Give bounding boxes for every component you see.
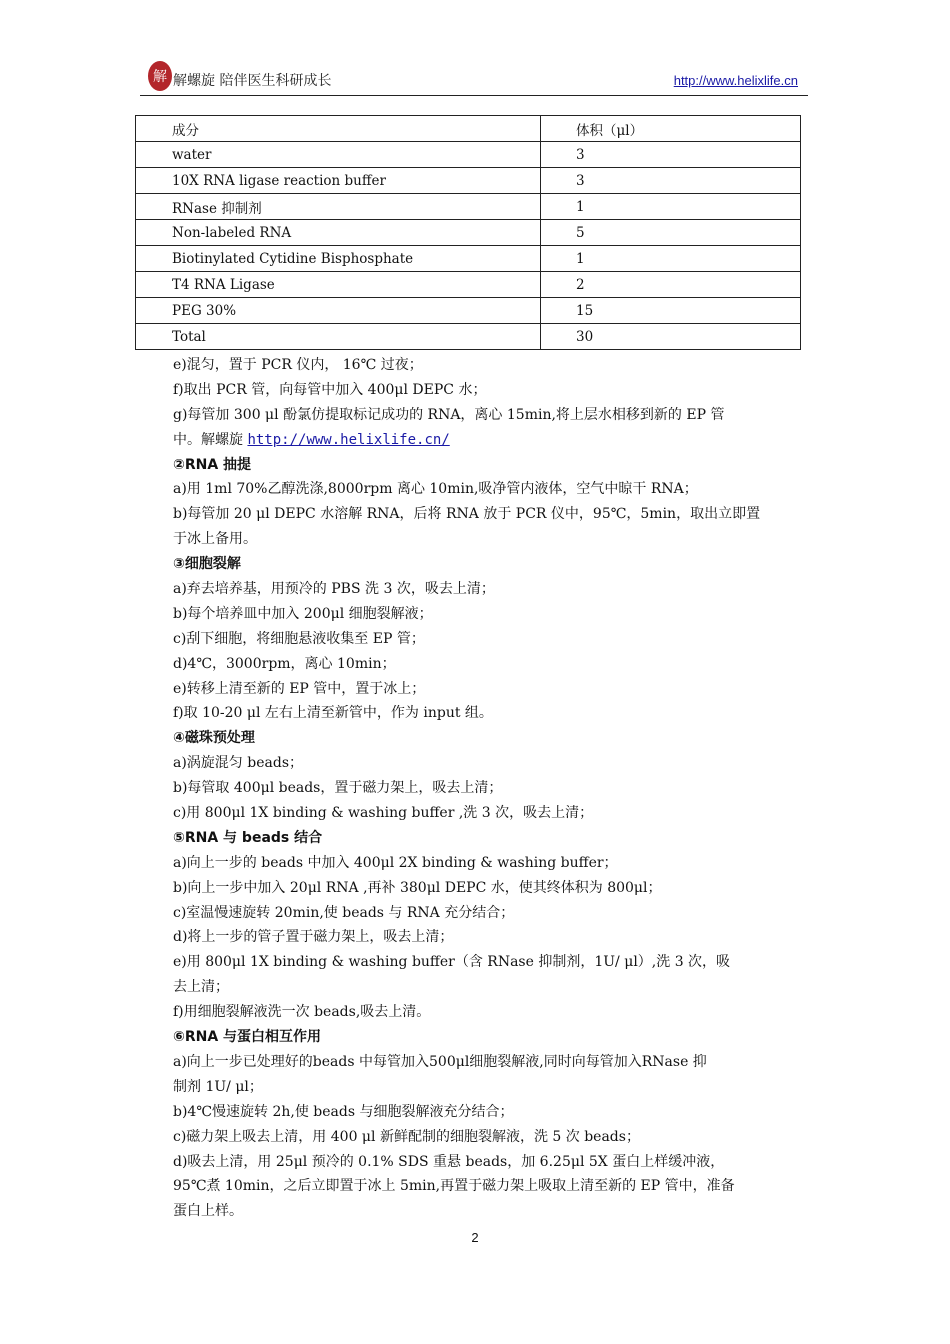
step-text: e)混匀，置于 PCR 仪内， 16℃ 过夜； (173, 357, 423, 373)
helixlife-logo-icon (147, 60, 173, 92)
table-row (136, 220, 801, 246)
table-cell: PEG 30% (136, 298, 541, 324)
step-text: d)将上一步的管子置于磁力架上，吸去上清； (173, 929, 454, 946)
logo-char: 解 (153, 69, 167, 85)
step-text: g)每管加 300 μl 酚氯仿提取标记成功的 RNA，离心 15min,将上层水相移到新的 EP 管 (173, 406, 725, 423)
header-url-link[interactable]: http://www.helixlife.cn (673, 73, 798, 88)
step-text: 制剂 1U/ μl； (173, 1078, 263, 1095)
table-header-row (136, 116, 801, 142)
step-text: a)向上一步已处理好的beads 中每管加入500μl细胞裂解液,同时向每管加入RNase 抑 (173, 1053, 707, 1070)
table-cell: Biotinylated Cytidine Bisphosphate (136, 246, 541, 272)
helixlife-link[interactable]: http://www.helixlife.cn/ (247, 431, 450, 448)
table-cell: 10X RNA ligase reaction buffer (136, 168, 541, 194)
step-text: b)每管取 400μl beads，置于磁力架上，吸去上清； (173, 780, 503, 797)
step-text: 去上清； (173, 979, 229, 996)
table-header-cell: 成分 (136, 116, 541, 142)
table-row (136, 194, 801, 220)
step-text: c)磁力架上吸去上清，用 400 μl 新鲜配制的细胞裂解液，洗 5 次 beads； (173, 1128, 640, 1145)
table-cell: water (136, 142, 541, 168)
table-cell: 1 (541, 194, 801, 220)
step-text: 中。解螺旋 (173, 431, 248, 448)
protocol-body (173, 353, 807, 1224)
step-text: 95℃煮 10min，之后立即置于冰上 5min,再置于磁力架上吸取上清至新的 EP 管中，准备 (173, 1178, 735, 1195)
step-text: d)4℃，3000rpm，离心 10min； (173, 655, 396, 672)
step-text: f)用细胞裂解液洗一次 beads,吸去上清。 (173, 1004, 431, 1021)
step-text: c)室温慢速旋转 20min,使 beads 与 RNA 充分结合； (173, 904, 515, 921)
step-text: 蛋白上样。 (173, 1203, 243, 1220)
page-number: 2 (471, 1230, 479, 1245)
table-row-total (136, 324, 801, 350)
table-cell: T4 RNA Ligase (136, 272, 541, 298)
table-cell: 3 (541, 142, 801, 168)
table-cell: Total (136, 324, 541, 350)
step-text: e)转移上清至新的 EP 管中，置于冰上； (173, 680, 426, 697)
step-text: f)取出 PCR 管，向每管中加入 400μl DEPC 水； (173, 381, 487, 398)
step-text: 于冰上备用。 (173, 531, 257, 548)
table-row (136, 246, 801, 272)
table-row (136, 272, 801, 298)
step-text: f)取 10-20 μl 左右上清至新管中，作为 input 组。 (173, 705, 493, 722)
reagent-table (135, 115, 801, 350)
brand-slogan: 解螺旋 陪伴医生科研成长 (173, 73, 332, 89)
step-text: b)向上一步中加入 20μl RNA ,再补 380μl DEPC 水，使其终体积为 800μl； (173, 879, 662, 896)
section-heading: ⑤RNA 与 beads 结合 (173, 829, 323, 846)
table-cell: 3 (541, 168, 801, 194)
step-text: b)每管加 20 μl DEPC 水溶解 RNA，后将 RNA 放于 PCR 仪中，95℃，5min，取出立即置 (173, 506, 761, 523)
step-text: c)用 800μl 1X binding & washing buffer ,洗 3 次，吸去上清； (173, 805, 594, 822)
section-heading: ⑥RNA 与蛋白相互作用 (173, 1029, 322, 1046)
table-row (136, 298, 801, 324)
step-text: a)涡旋混匀 beads； (173, 755, 303, 772)
table-cell: 1 (541, 246, 801, 272)
section-heading: ②RNA 抽提 (173, 456, 252, 473)
table-cell: RNase 抑制剂 (136, 194, 541, 220)
step-text: a)用 1ml 70%乙醇洗涤,8000rpm 离心 10min,吸净管内液体，空气中晾干 RNA； (173, 481, 698, 498)
table-row (136, 168, 801, 194)
step-text: d)吸去上清，用 25μl 预冷的 0.1% SDS 重悬 beads，加 6.25μl 5X 蛋白上样缓冲液， (173, 1153, 725, 1170)
section-heading: ④磁珠预处理 (173, 730, 255, 747)
step-text: a)弃去培养基，用预冷的 PBS 洗 3 次，吸去上清； (173, 581, 495, 598)
step-text: c)刮下细胞，将细胞悬液收集至 EP 管； (173, 630, 425, 647)
step-text: b)每个培养皿中加入 200μl 细胞裂解液； (173, 605, 433, 622)
step-text: b)4℃慢速旋转 2h,使 beads 与细胞裂解液充分结合； (173, 1103, 514, 1120)
step-text-cont (173, 428, 807, 453)
step-text: a)向上一步的 beads 中加入 400μl 2X binding & washing buffer； (173, 854, 618, 871)
table-cell: 15 (541, 298, 801, 324)
section-heading: ③细胞裂解 (173, 556, 241, 573)
table-row (136, 142, 801, 168)
table-cell: 30 (541, 324, 801, 350)
page-header (140, 58, 808, 96)
table-cell: Non-labeled RNA (136, 220, 541, 246)
step-text: e)用 800μl 1X binding & washing buffer（含 RNase 抑制剂，1U/ μl）,洗 3 次，吸 (173, 954, 731, 971)
table-header-cell: 体积（μl） (541, 116, 801, 142)
table-cell: 5 (541, 220, 801, 246)
table-cell: 2 (541, 272, 801, 298)
